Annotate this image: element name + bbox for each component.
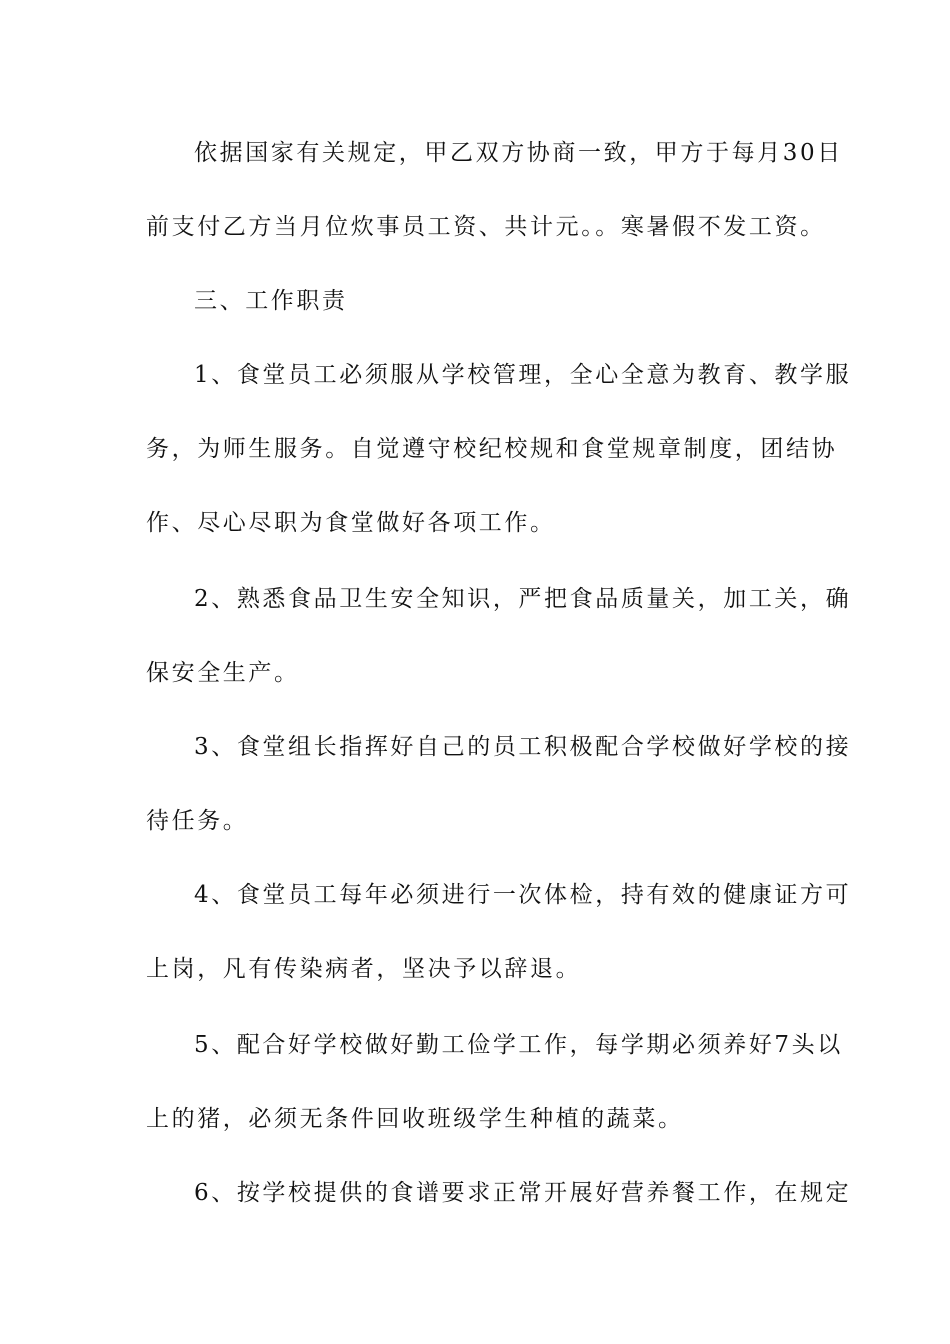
paragraph-line: 2、熟悉食品卫生安全知识，严把食品质量关，加工关，确 <box>194 586 852 612</box>
paragraph-line: 4、食堂员工每年必须进行一次体检，持有效的健康证方可 <box>194 882 852 908</box>
paragraph-line: 作、尽心尽职为食堂做好各项工作。 <box>146 510 556 536</box>
paragraph-line: 前支付乙方当月位炊事员工资、共计元。。寒暑假不发工资。 <box>146 214 826 240</box>
paragraph-line: 保安全生产。 <box>146 660 300 686</box>
paragraph-line: 5、配合好学校做好勤工俭学工作，每学期必须养好7头以 <box>194 1032 843 1058</box>
paragraph-line: 待任务。 <box>146 808 249 834</box>
paragraph-line: 1、食堂员工必须服从学校管理，全心全意为教育、教学服 <box>194 362 852 388</box>
paragraph-line: 依据国家有关规定，甲乙双方协商一致，甲方于每月30日 <box>194 140 843 166</box>
paragraph-line: 务，为师生服务。自觉遵守校纪校规和食堂规章制度，团结协 <box>146 436 838 462</box>
paragraph-line: 6、按学校提供的食谱要求正常开展好营养餐工作，在规定 <box>194 1180 852 1206</box>
paragraph-line: 上岗，凡有传染病者，坚决予以辞退。 <box>146 956 582 982</box>
section-heading: 三、工作职责 <box>194 288 348 314</box>
paragraph-line: 上的猪，必须无条件回收班级学生种植的蔬菜。 <box>146 1106 684 1132</box>
paragraph-line: 3、食堂组长指挥好自己的员工积极配合学校做好学校的接 <box>194 734 852 760</box>
